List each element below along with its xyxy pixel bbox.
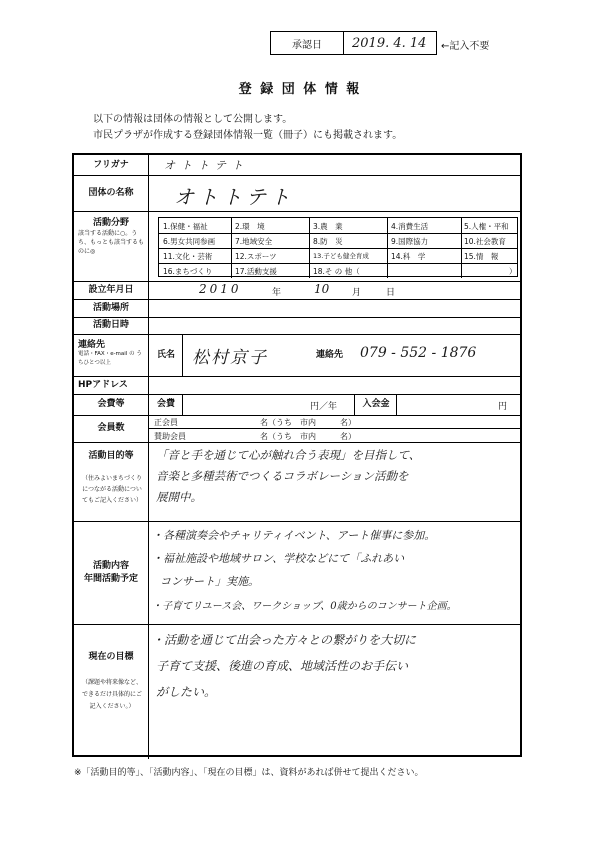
time-label: 活動日時 xyxy=(92,320,129,330)
hp-label: HPアドレス xyxy=(78,380,128,390)
fee-item: 会費 xyxy=(156,399,175,409)
activity-item[interactable]: 5.人権・平和 xyxy=(464,222,509,231)
activity-item[interactable]: 4.消費生活 xyxy=(391,222,429,231)
content-line: ・各種演奏会やチャリティイベント、アート催事に参加。 xyxy=(152,529,436,542)
activity-item[interactable]: 1.保健・福祉 xyxy=(163,222,208,231)
entry-label: 入会金 xyxy=(362,399,390,409)
activity-item[interactable]: 16.まちづくり xyxy=(163,267,213,276)
goal-line: がしたい。 xyxy=(156,685,217,699)
contact-note: 電話・FAX・e-mail の うちひとつ以上 xyxy=(78,351,142,366)
entry-unit: 円 xyxy=(498,402,508,412)
activity-other-close: ） xyxy=(509,267,517,276)
content-line: コンサート」実施。 xyxy=(160,575,259,588)
activity-item[interactable]: 9.国際協力 xyxy=(391,237,429,246)
approval-label: 承認日 xyxy=(271,32,344,54)
approval-note: ←記入不要 xyxy=(441,41,490,52)
fee-label: 会費等 xyxy=(97,399,125,409)
founded-day-unit: 日 xyxy=(386,288,396,298)
place-label: 活動場所 xyxy=(92,303,129,313)
furigana-value: オトトテト xyxy=(164,159,249,172)
name-value: オトトテト xyxy=(174,185,294,209)
person-value: 松村京子 xyxy=(192,348,268,368)
members-label: 会員数 xyxy=(97,423,125,433)
activity-item[interactable]: 17.活動支援 xyxy=(235,267,277,276)
activity-item[interactable]: 7.地域安全 xyxy=(235,237,273,246)
activity-note: 該当する活動に○。うち、もっとも該当するものに◎ xyxy=(78,230,145,255)
activity-label: 活動分野 xyxy=(92,218,129,228)
goal-label: 現在の目標 xyxy=(88,652,134,662)
activity-item[interactable]: 15.情 報 xyxy=(464,252,499,261)
purpose-line: 「音と手を通じて心が触れ合う表現」を目指して、 xyxy=(156,448,421,462)
goal-line: 子育て支援、後進の育成、地域活性のお手伝い xyxy=(156,659,409,673)
activity-item[interactable]: 3.農 業 xyxy=(313,222,343,231)
page-title: 登 録 団 体 情 報 xyxy=(238,82,362,97)
content-label-2: 年間活動予定 xyxy=(83,574,138,584)
activity-item[interactable]: 13.子ども健全育成 xyxy=(313,252,369,260)
intro-line-2: 市民プラザが作成する登録団体情報一覧（冊子）にも掲載されます。 xyxy=(93,130,403,141)
founded-year-unit: 年 xyxy=(272,288,282,298)
activity-item[interactable]: 8.防 災 xyxy=(313,237,343,246)
person-label: 氏名 xyxy=(156,350,175,360)
phone-value: 079 - 552 - 1876 xyxy=(360,345,477,361)
activity-item[interactable]: 10.社会教育 xyxy=(464,237,506,246)
founded-month-unit: 月 xyxy=(352,288,362,298)
purpose-label: 活動目的等 xyxy=(88,451,134,461)
purpose-note: （住みよいまちづくりにつながる活動についてもご記入ください） xyxy=(81,475,142,504)
fee-unit: 円／年 xyxy=(310,402,338,412)
intro-line-1: 以下の情報は団体の情報として公開します。 xyxy=(93,114,293,125)
phone-label: 連絡先 xyxy=(316,350,344,360)
members-type: 賛助会員 xyxy=(154,432,186,441)
activity-grid xyxy=(158,217,518,277)
furigana-label: フリガナ xyxy=(93,160,129,170)
activity-item[interactable]: 14.科 学 xyxy=(391,252,426,261)
activity-item-other[interactable]: 18.そ の 他（ xyxy=(313,267,360,276)
goal-line: ・活動を通じて出会った方々との繋がりを大切に xyxy=(152,633,417,647)
purpose-line: 音楽と多種芸術でつくるコラボレーション活動を xyxy=(156,469,409,483)
activity-item[interactable]: 12.スポーツ xyxy=(235,252,277,261)
members-text: 名（うち 市内 名） xyxy=(260,418,356,427)
contact-label: 連絡先 xyxy=(78,340,106,350)
content-line: ・福祉施設や地域サロン、学校などにて「ふれあい xyxy=(152,552,405,565)
members-text: 名（うち 市内 名） xyxy=(260,432,356,441)
goal-note: （課題や将来像など、できるだけ具体的にご記入ください。） xyxy=(81,679,142,710)
name-label: 団体の名称 xyxy=(88,188,134,198)
approval-date: 2019. 4. 14 xyxy=(352,35,427,51)
activity-item[interactable]: 11.文化・芸術 xyxy=(163,252,213,261)
content-label: 活動内容 xyxy=(92,561,129,571)
approval-box xyxy=(270,31,437,55)
founded-label: 設立年月日 xyxy=(88,285,134,295)
content-line: ・子育てリユース会、ワークショップ、0歳からのコンサート企画。 xyxy=(152,601,457,612)
purpose-line: 展開中。 xyxy=(156,490,202,504)
founded-month: 10 xyxy=(314,282,330,296)
activity-item[interactable]: 6.男女共同参画 xyxy=(163,237,216,246)
members-type: 正会員 xyxy=(154,418,178,427)
footnote: ※「活動目的等」、「活動内容」、「現在の目標」は、資料があれば併せて提出ください。 xyxy=(74,768,424,778)
activity-item[interactable]: 2.環 境 xyxy=(235,222,265,231)
registration-form xyxy=(72,153,522,757)
founded-year: 2010 xyxy=(199,282,242,296)
